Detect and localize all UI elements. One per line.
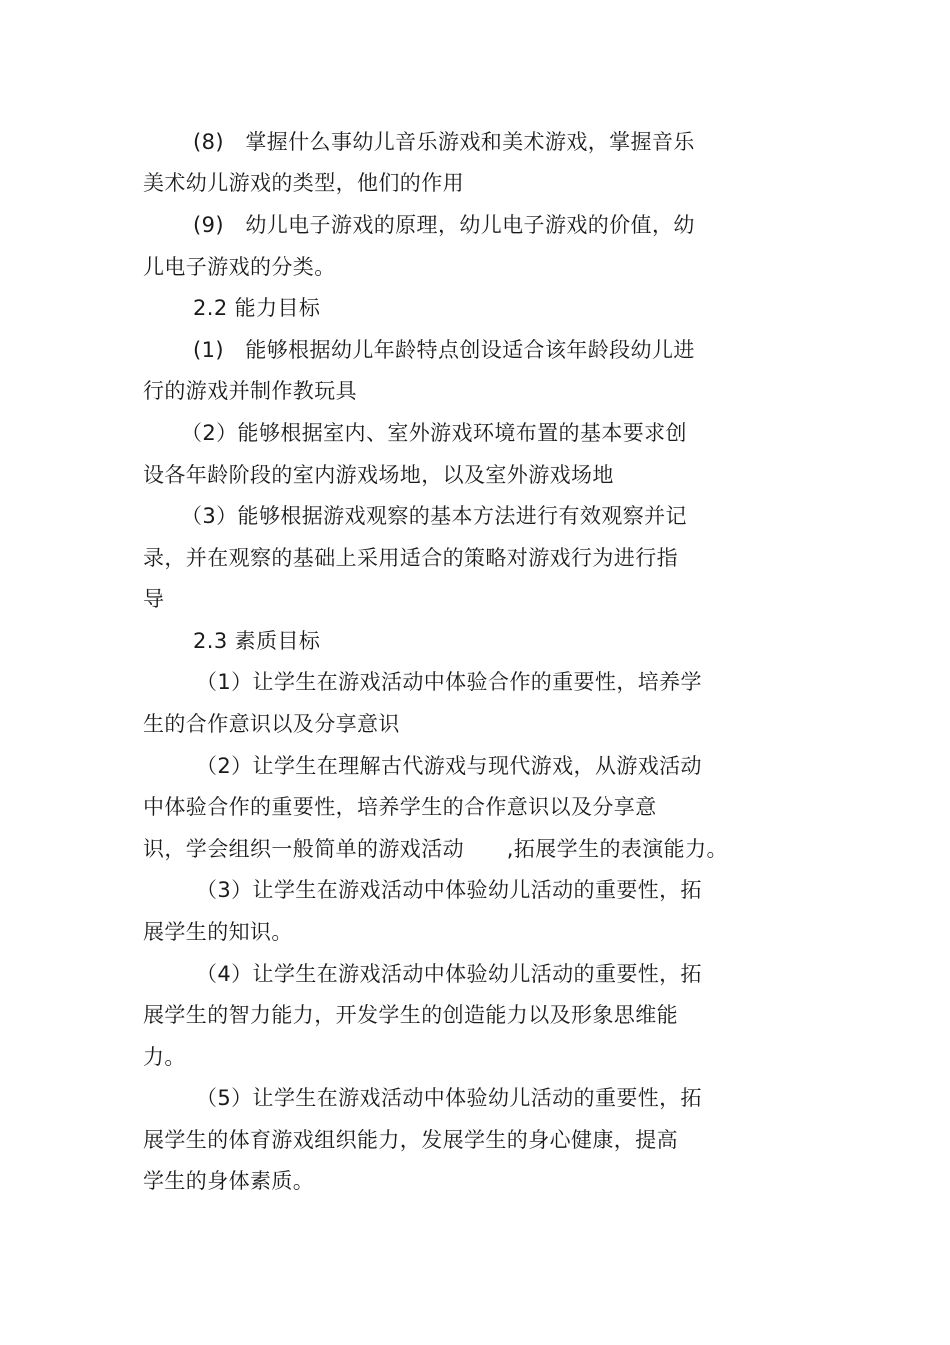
- text-line: (1) 能够根据幼儿年龄特点创设适合该年龄段幼儿进: [193, 338, 695, 362]
- text-line: （3）能够根据游戏观察的基本方法进行有效观察并记: [181, 504, 687, 528]
- text-line: 中体验合作的重要性，培养学生的合作意识以及分享意: [143, 795, 657, 819]
- text-line: 儿电子游戏的分类。: [143, 255, 336, 279]
- text-line: 行的游戏并制作教玩具: [143, 379, 357, 403]
- text-line: 识，学会组织一般简单的游戏活动 ,拓展学生的表演能力。: [143, 837, 728, 861]
- text-line: （2）能够根据室内、室外游戏环境布置的基本要求创: [181, 421, 687, 445]
- text-line: 生的合作意识以及分享意识: [143, 712, 400, 736]
- text-line: 展学生的知识。: [143, 920, 293, 944]
- text-line: (9) 幼儿电子游戏的原理，幼儿电子游戏的价值，幼: [193, 213, 695, 237]
- text-line: 设各年龄阶段的室内游戏场地，以及室外游戏场地: [143, 463, 614, 487]
- text-line: （5）让学生在游戏活动中体验幼儿活动的重要性，拓: [196, 1086, 702, 1110]
- text-line: 录，并在观察的基础上采用适合的策略对游戏行为进行指: [143, 546, 678, 570]
- text-line: (8) 掌握什么事幼儿音乐游戏和美术游戏，掌握音乐: [193, 130, 695, 154]
- text-line: 展学生的智力能力，开发学生的创造能力以及形象思维能: [143, 1003, 678, 1027]
- text-line: （3）让学生在游戏活动中体验幼儿活动的重要性，拓: [196, 878, 702, 902]
- text-line: 展学生的体育游戏组织能力，发展学生的身心健康，提高: [143, 1128, 678, 1152]
- text-line: 力。: [143, 1045, 186, 1069]
- text-line: 美术幼儿游戏的类型，他们的作用: [143, 171, 464, 195]
- text-line: 导: [143, 587, 165, 611]
- text-line: 学生的身体素质。: [143, 1169, 315, 1193]
- text-line: （1）让学生在游戏活动中体验合作的重要性，培养学: [196, 670, 702, 694]
- text-line: （2）让学生在理解古代游戏与现代游戏，从游戏活动: [196, 754, 702, 778]
- section-heading: 2.2 能力目标: [193, 296, 321, 320]
- section-heading: 2.3 素质目标: [193, 629, 321, 653]
- text-line: （4）让学生在游戏活动中体验幼儿活动的重要性，拓: [196, 962, 702, 986]
